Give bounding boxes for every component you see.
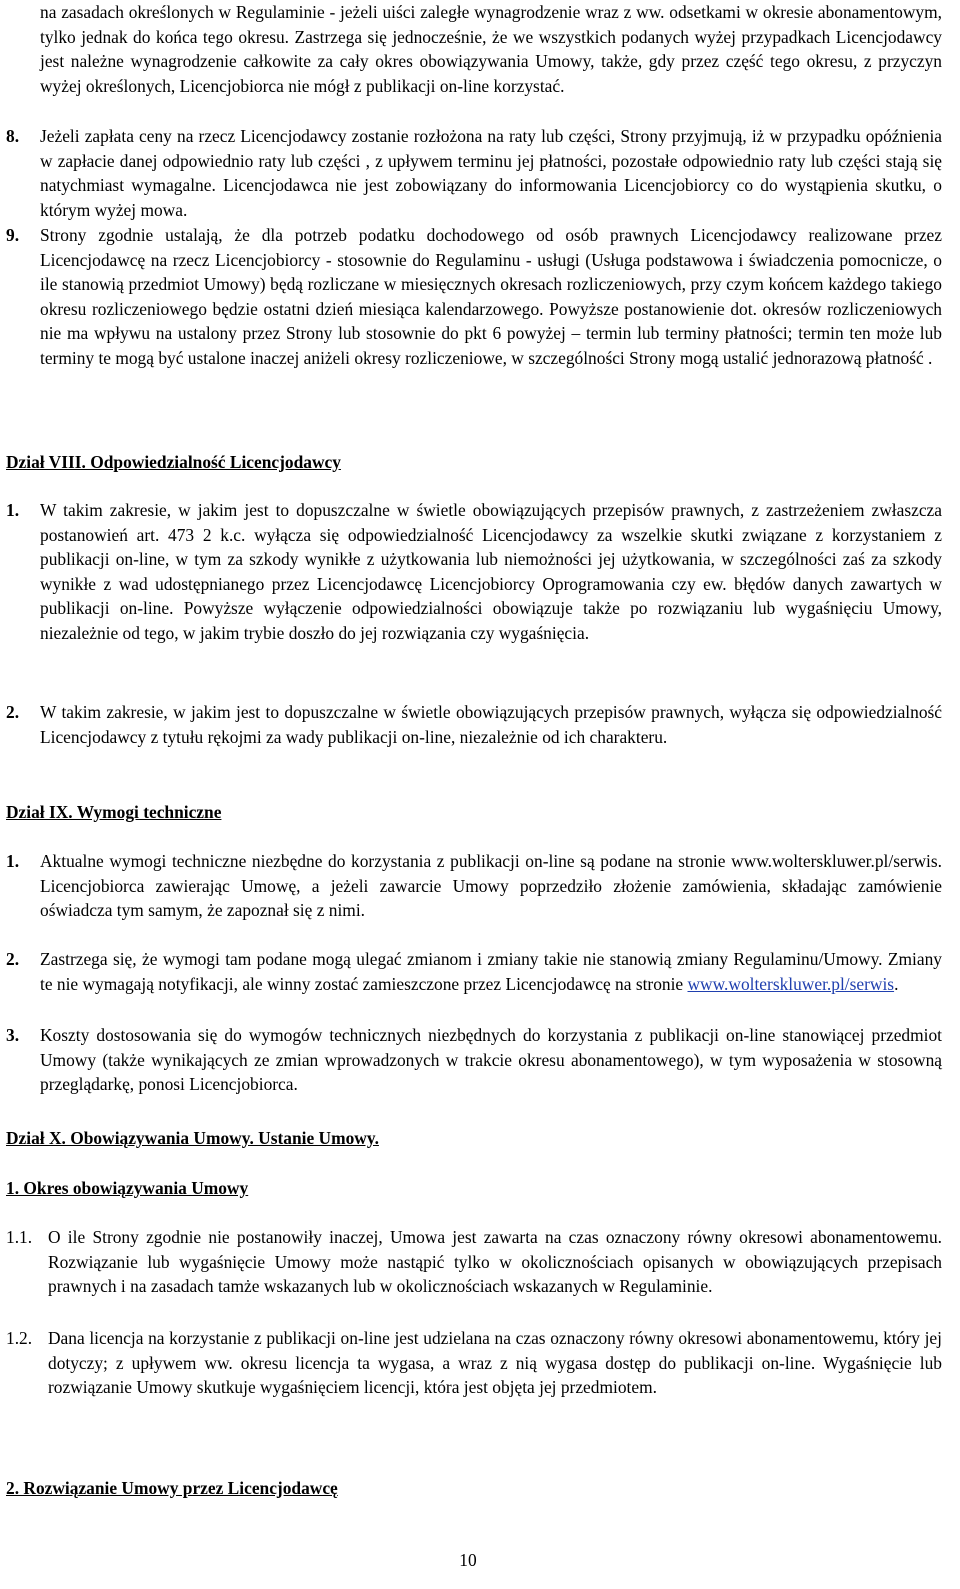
item-number xyxy=(6,0,40,98)
item-text: Koszty dostosowania się do wymogów technicznych niezbędnych do korzystania z publikacji on-line stanowiącej przedmiot Umowy (także wynikających ze zmian wprowadzonych w trakcie okresu abonamentowego), w tym wyposażenia w stosowną przeglądarkę, ponosi Licencjobiorca. xyxy=(40,1025,942,1095)
item-number: 9. xyxy=(6,225,20,245)
item-number: 3. xyxy=(6,1025,20,1045)
item-text: O ile Strony zgodnie nie postanowiły inaczej, Umowa jest zawarta na czas oznaczony równy okresowi abonamentowemu. Rozwiązanie lub wygaśnięcie Umowy może nastąpić tylko w okolicznościach opisanych w obowiązujących przepisach prawnych i na zasadach tamże wskazanych lub w okolicznościach wskazanych w Regulaminie. xyxy=(48,1227,942,1297)
item-number: 1.2. xyxy=(6,1328,33,1348)
item-number: 1. xyxy=(6,851,20,871)
section-ix-item-2 xyxy=(6,947,942,996)
item-number: 1.1. xyxy=(6,1227,33,1247)
subsection-heading-1: 1. Okres obowiązywania Umowy xyxy=(6,1178,249,1198)
section-viii-item-1 xyxy=(6,498,942,646)
section-viii-item-2 xyxy=(6,700,942,749)
item-text: Strony zgodnie ustalają, że dla potrzeb podatku dochodowego od osób prawnych Licencjodawcy realizowane przez Licencjodawcę na rzecz Licencjobiorcy - stosownie do Regulaminu - usługi (Usługa podstawowa i świadczenia pomocnicze, o ile stanowią przedmiot Umowy) będą rozliczane w miesięcznych okresach rozliczeniowych, przy czym końcem każdego takiego okresu rozliczeniowego będzie ostatni dzień miesiąca kalendarzowego. Powyższe postanowienie dot. okresów rozliczeniowych nie ma wpływu na ustalony przez Strony lub stosownie do pkt 6 powyżej – termin lub terminy płatności; termin ten może lub terminy te mogą być ustalone inaczej aniżeli okresy rozliczeniowe, w szczególności Strony mogą ustalić jednorazową płatność . xyxy=(40,225,942,368)
item-number: 2. xyxy=(6,949,20,969)
subsection-heading-2: 2. Rozwiązanie Umowy przez Licencjodawcę xyxy=(6,1478,338,1498)
section-x-item-1-1 xyxy=(6,1225,942,1299)
section-heading-ix: Dział IX. Wymogi techniczne xyxy=(6,802,222,822)
list-item-8 xyxy=(6,124,942,222)
continuation-paragraph xyxy=(6,0,942,98)
item-text: na zasadach określonych w Regulaminie - jeżeli uiści zaległe wynagrodzenie wraz z ww. odsetkami w okresie abonamentowym, tylko jednak do końca tego okresu. Zastrzega się jednocześnie, że we wszystkich podanych wyżej przypadkach Licencjodawcy jest należne wynagrodzenie całkowite za cały okres obowiązywania Umowy, także, gdy przez część tego okresu, z przyczyn wyżej określonych, Licencjobiorca nie mógł z publikacji on-line korzystać. xyxy=(40,2,942,96)
section-heading-x: Dział X. Obowiązywania Umowy. Ustanie Umowy. xyxy=(6,1128,379,1148)
item-text: Jeżeli zapłata ceny na rzecz Licencjodawcy zostanie rozłożona na raty lub części, Strony przyjmują, iż w przypadku opóźnienia w zapłacie danej odpowiednio raty lub części , z upływem terminu jej płatności, pozostałe odpowiednio raty lub części stają się natychmiast wymagalne. Licencjodawca nie jest zobowiązany do informowania Licencjobiorcy co do wystąpienia skutku, o którym wyżej mowa. xyxy=(40,126,942,220)
page-number: 10 xyxy=(459,1550,477,1570)
item-text: Dana licencja na korzystanie z publikacji on-line jest udzielana na czas oznaczony równy okresowi abonamentowemu, który jej dotyczy; z upływem ww. okresu licencja ta wygasa, a wraz z nią wygasa dostęp do publikacji on-line. Wygaśnięcie lub rozwiązanie Umowy skutkuje wygaśnięciem licencji, która jest objęta jej przedmiotem. xyxy=(48,1328,942,1398)
list-item-9 xyxy=(6,223,942,371)
item-number: 8. xyxy=(6,126,20,146)
item-text: W takim zakresie, w jakim jest to dopuszczalne w świetle obowiązujących przepisów prawnych, wyłącza się odpowiedzialność Licencjodawcy z tytułu rękojmi za wady publikacji on-line, niezależnie od ich charakteru. xyxy=(40,702,942,747)
section-heading-viii: Dział VIII. Odpowiedzialność Licencjodawcy xyxy=(6,452,341,472)
serwis-link[interactable]: www.wolterskluwer.pl/serwis xyxy=(687,973,895,994)
item-text xyxy=(40,947,942,996)
item-text: W takim zakresie, w jakim jest to dopuszczalne w świetle obowiązujących przepisów prawnych, z zastrzeżeniem zwłaszcza postanowień art. 473 2 k.c. wyłącza się odpowiedzialność Licencjodawcy za wszelkie skutki związane z korzystaniem z publikacji on-line, w tym za szkody wynikłe z użytkowania lub niemożności jej użytkowania, w szczególności zaś za szkody wynikłe z wad udostępnianego przez Licencjodawcę Licencjobiorcy Oprogramowania czy ew. błędów danych zawartych w publikacji on-line. Powyższe wyłączenie odpowiedzialności obowiązuje także po rozwiązaniu lub wygaśnięciu Umowy, niezależnie od tego, w jakim trybie doszło do jej rozwiązania czy wygaśnięcia. xyxy=(40,500,942,643)
item-text-after: . xyxy=(894,973,899,994)
item-number: 2. xyxy=(6,702,20,722)
item-text-before: Zastrzega się, że wymogi tam podane mogą ulegać zmianom i zmiany takie nie stanowią zmiany Regulaminu/Umowy. Zmiany te nie wymagają notyfikacji, ale winny zostać zamieszczone przez Licencjodawcę na stronie xyxy=(40,949,942,994)
section-ix-item-1 xyxy=(6,849,942,923)
item-number: 1. xyxy=(6,500,20,520)
section-ix-item-3 xyxy=(6,1023,942,1097)
item-text: Aktualne wymogi techniczne niezbędne do korzystania z publikacji on-line są podane na stronie www.wolterskluwer.pl/serwis. Licencjobiorca zawierając Umowę, a jeżeli zawarcie Umowy poprzedziło złożenie zamówienia, składając zamówienie oświadcza tym samym, że zapoznał się z nimi. xyxy=(40,851,942,921)
section-x-item-1-2 xyxy=(6,1326,942,1400)
